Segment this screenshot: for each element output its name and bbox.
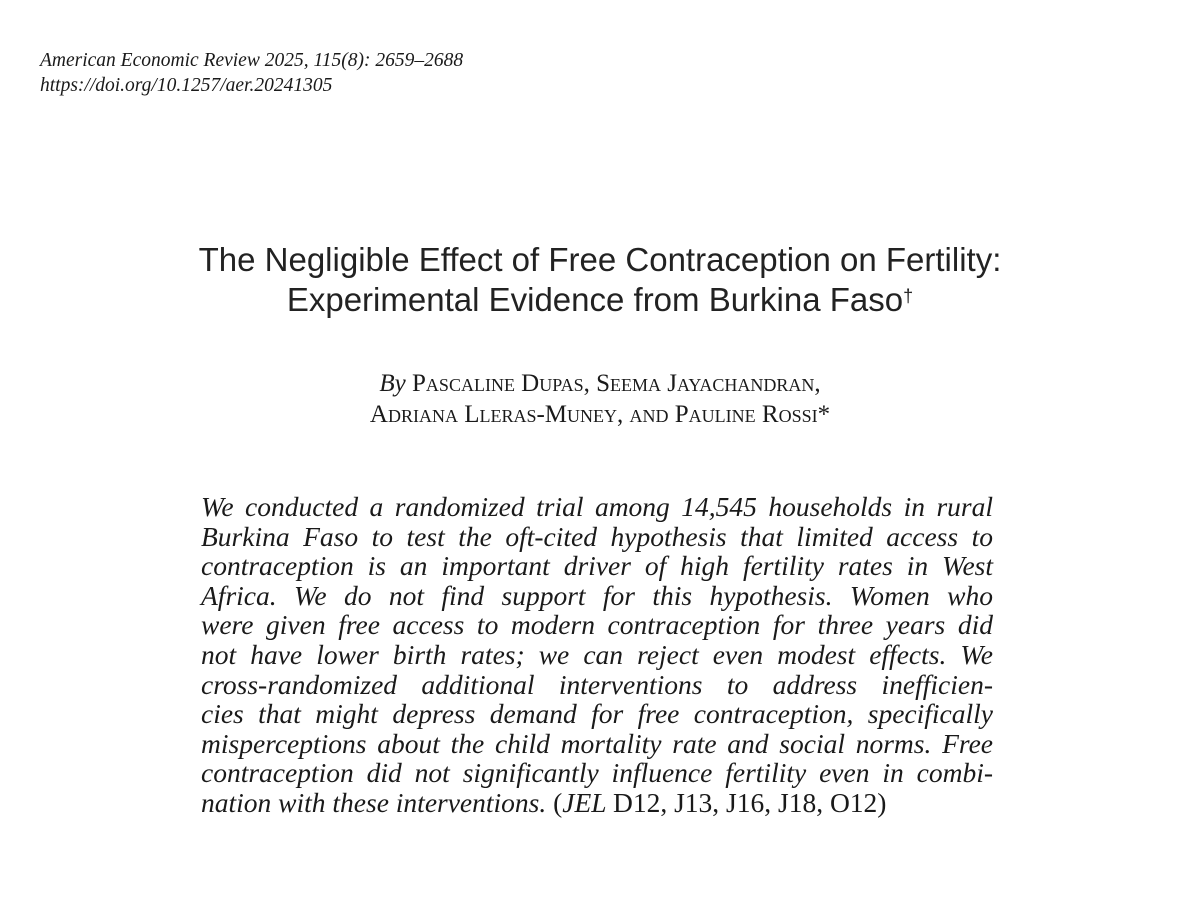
jel-open-paren: ( xyxy=(553,786,563,818)
abstract-line: misperceptions about the child mortality rate and social norms. Free xyxy=(201,727,993,759)
abstract-line: cies that might depress demand for free contraception, specifically xyxy=(201,698,993,730)
abstract-line: contraception is an important driver of high fertility rates in West xyxy=(201,550,993,582)
journal-header xyxy=(40,48,463,98)
abstract-line: Africa. We do not find support for this hypothesis. Women who xyxy=(201,579,993,611)
title-line-1: The Negligible Effect of Free Contraception on Fertility: xyxy=(198,241,1002,278)
doi-link[interactable]: https://doi.org/10.1257/aer.20241305 xyxy=(40,75,333,96)
abstract xyxy=(201,492,993,818)
abstract-last-text: nation with these interventions. xyxy=(201,786,547,818)
abstract-last-line xyxy=(201,788,993,818)
jel-codes: D12, J13, J16, J18, O12) xyxy=(612,786,887,818)
jel-label: JEL xyxy=(562,786,607,818)
authors-line-2: Adriana Lleras-Muney, and Pauline Rossi* xyxy=(369,401,831,428)
abstract-line: cross-randomized additional interventions to address inefficien- xyxy=(201,668,993,700)
paper-title xyxy=(0,240,1200,320)
abstract-line: Burkina Faso to test the oft-cited hypothesis that limited access to xyxy=(201,520,993,552)
authors-line-1 xyxy=(0,368,1200,399)
journal-citation: American Economic Review 2025, 115(8): 2659–2688 xyxy=(40,50,464,71)
author-list xyxy=(0,368,1200,430)
title-line-2-text: Experimental Evidence from Burkina Faso xyxy=(286,281,904,318)
abstract-line: were given free access to modern contraception for three years did xyxy=(201,609,993,641)
dagger-footnote-mark[interactable]: † xyxy=(903,286,914,306)
abstract-line: We conducted a randomized trial among 14,545 households in rural xyxy=(201,491,993,522)
abstract-line: contraception did not significantly influence fertility even in combi- xyxy=(201,757,993,789)
authors-line-1-text: Pascaline Dupas, Seema Jayachandran, xyxy=(412,370,821,397)
abstract-line: not have lower birth rates; we can reject even modest effects. We xyxy=(201,638,993,670)
title-line-2 xyxy=(0,280,1200,320)
by-label: By xyxy=(379,370,406,397)
